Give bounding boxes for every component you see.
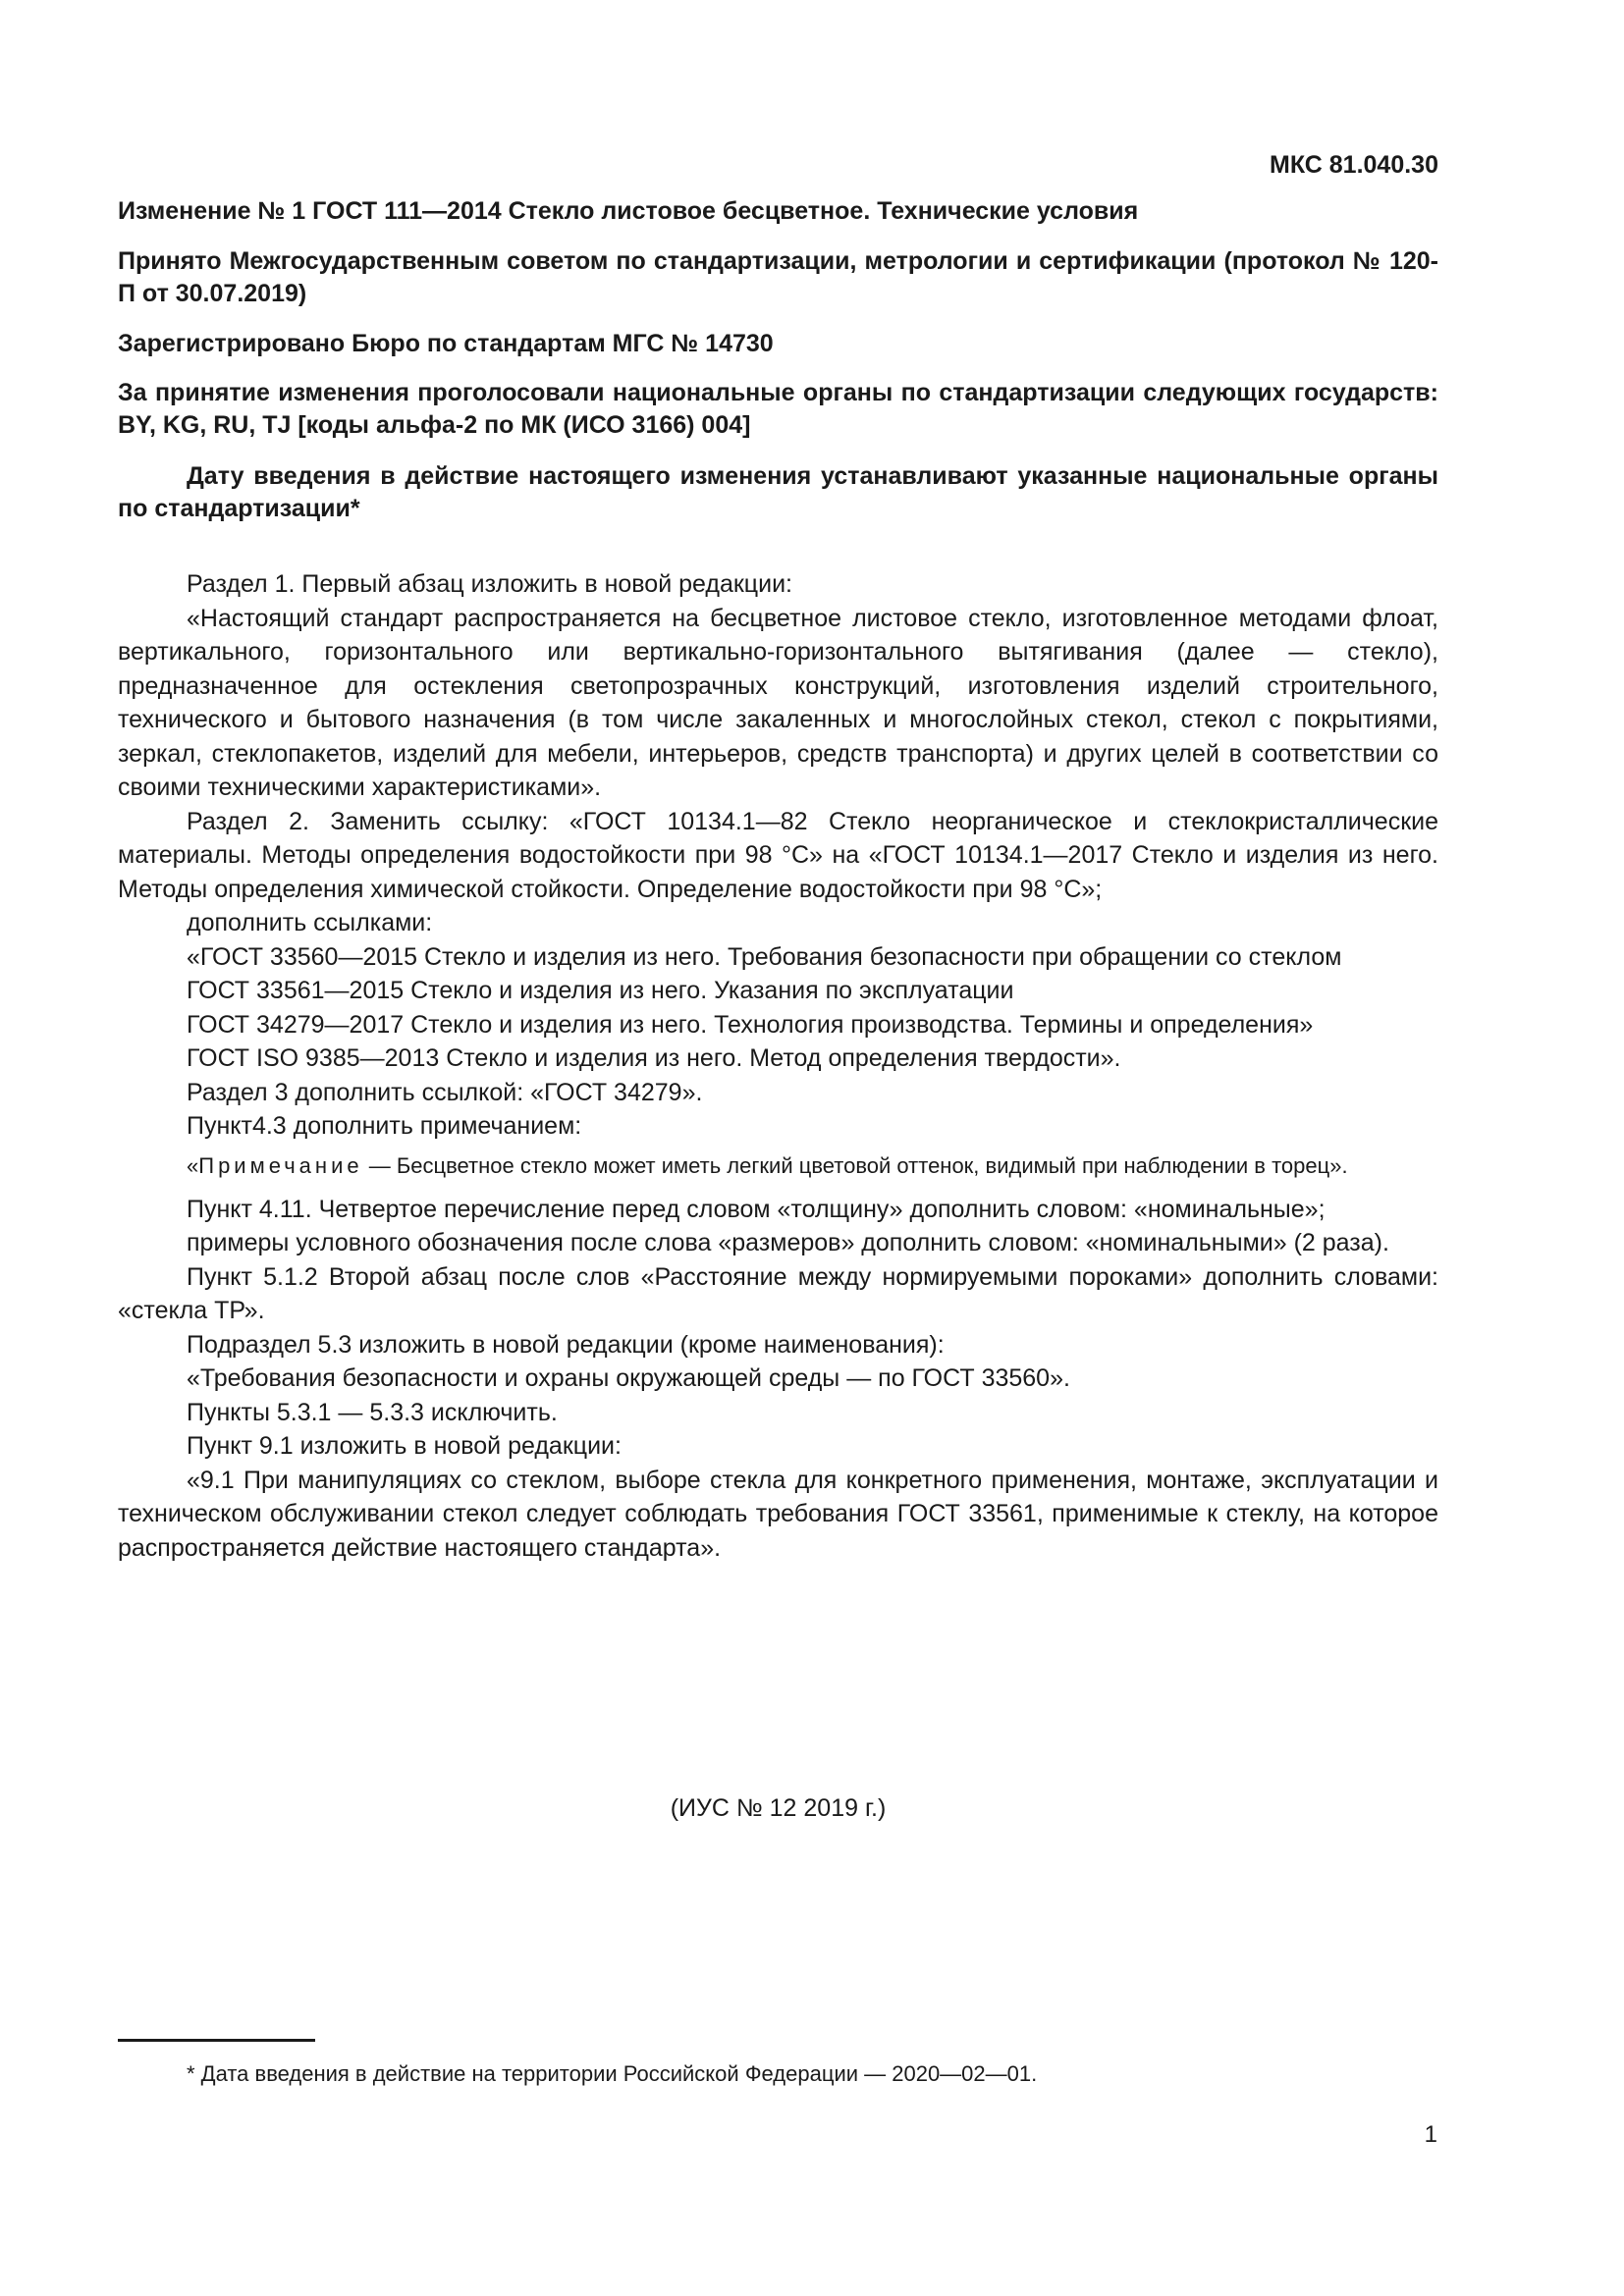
paragraph: Пункт 9.1 изложить в новой редакции: xyxy=(187,1432,622,1460)
paragraph: примеры условного обозначения после слова «размеров» дополнить словом: «номинальными» (2 раза). xyxy=(187,1229,1389,1256)
ius-reference: (ИУС № 12 2019 г.) xyxy=(670,1794,887,1822)
paragraph: Пункты 5.3.1 — 5.3.3 исключить. xyxy=(187,1398,558,1426)
paragraph: ГОСТ 33561—2015 Стекло и изделия из него. Указания по эксплуатации xyxy=(187,977,1014,1004)
paragraph: Раздел 3 дополнить ссылкой: «ГОСТ 34279». xyxy=(187,1078,703,1106)
paragraph: «Настоящий стандарт распространяется на бесцветное листовое стекло, изготовленное методами флоат, вертикального, горизонтального или вертикально-горизонтального вытягивания (далее — стекло), предназначенное для остекления светопрозрачных конструкций, изготовления изделий строительного, технического и бытового назначения (в том числе закаленных и многослойных стекол, стекол с покрытиями, зеркал, стеклопакетов, изделий для мебели, интерьеров, средств транспорта) и других целей в соответствии со своими техническими характеристиками». xyxy=(118,604,1438,801)
mks-code: МКС 81.040.30 xyxy=(1270,151,1438,179)
paragraph: «Требования безопасности и охраны окружающей среды — по ГОСТ 33560». xyxy=(187,1364,1070,1392)
paragraph: Пункт 5.1.2 Второй абзац после слов «Расстояние между нормируемыми пороками» дополнить словами: «стекла ТР». xyxy=(118,1262,1438,1324)
paragraph: дополнить ссылками: xyxy=(187,909,433,936)
note-prefix: « xyxy=(187,1152,199,1178)
paragraph: Раздел 2. Заменить ссылку: «ГОСТ 10134.1—82 Стекло неорганическое и стеклокристаллические материалы. Методы определения водостойкости при 98 °С» на «ГОСТ 10134.1—2017 Стекло и изделия из него. Методы определения химической стойкости. Определение водостойкости при 98 °С»; xyxy=(118,807,1438,903)
paragraph: Пункт 4.11. Четвертое перечисление перед словом «толщину» дополнить словом: «номинальные»; xyxy=(187,1195,1326,1223)
registration-statement: Зарегистрировано Бюро по стандартам МГС № 14730 xyxy=(118,330,774,357)
note-label: Примечание xyxy=(198,1152,363,1178)
amendment-body xyxy=(118,567,1438,1565)
note-text: — Бесцветное стекло может иметь легкий цветовой оттенок, видимый при наблюдении в торец». xyxy=(362,1152,1348,1178)
effective-date-statement: Дату введения в действие настоящего изменения устанавливают указанные национальные органы по стандартизации* xyxy=(118,462,1438,522)
page-number: 1 xyxy=(1424,2121,1437,2148)
paragraph: «9.1 При манипуляциях со стеклом, выборе стекла для конкретного применения, монтаже, эксплуатации и техническом обслуживании стекол следует соблюдать требования ГОСТ 33561, применимые к стеклу, на которое распространяется действие настоящего стандарта». xyxy=(118,1466,1438,1562)
paragraph: «ГОСТ 33560—2015 Стекло и изделия из него. Требования безопасности при обращении со стеклом xyxy=(187,942,1342,971)
voting-statement: За принятие изменения проголосовали национальные органы по стандартизации следующих государств: BY, KG, RU, TJ [коды альфа-2 по МК (ИСО 3166) 004] xyxy=(118,379,1438,439)
paragraph: ГОСТ 34279—2017 Стекло и изделия из него. Технология производства. Термины и определения» xyxy=(187,1010,1314,1039)
paragraph: Подраздел 5.3 изложить в новой редакции (кроме наименования): xyxy=(187,1330,945,1359)
note-paragraph xyxy=(118,1149,1438,1183)
paragraph: Пункт4.3 дополнить примечанием: xyxy=(187,1112,582,1140)
adopted-statement: Принято Межгосударственным советом по стандартизации, метрологии и сертификации (протокол № 120-П от 30.07.2019) xyxy=(118,247,1438,307)
footnote: * Дата введения в действие на территории Российской Федерации — 2020—02—01. xyxy=(187,2061,1038,2086)
amendment-title: Изменение № 1 ГОСТ 111—2014 Стекло листовое бесцветное. Технические условия xyxy=(118,197,1139,225)
paragraph: ГОСТ ISO 9385—2013 Стекло и изделия из него. Метод определения твердости». xyxy=(187,1044,1121,1072)
footnote-divider xyxy=(118,2039,315,2042)
paragraph: Раздел 1. Первый абзац изложить в новой редакции: xyxy=(187,570,792,598)
